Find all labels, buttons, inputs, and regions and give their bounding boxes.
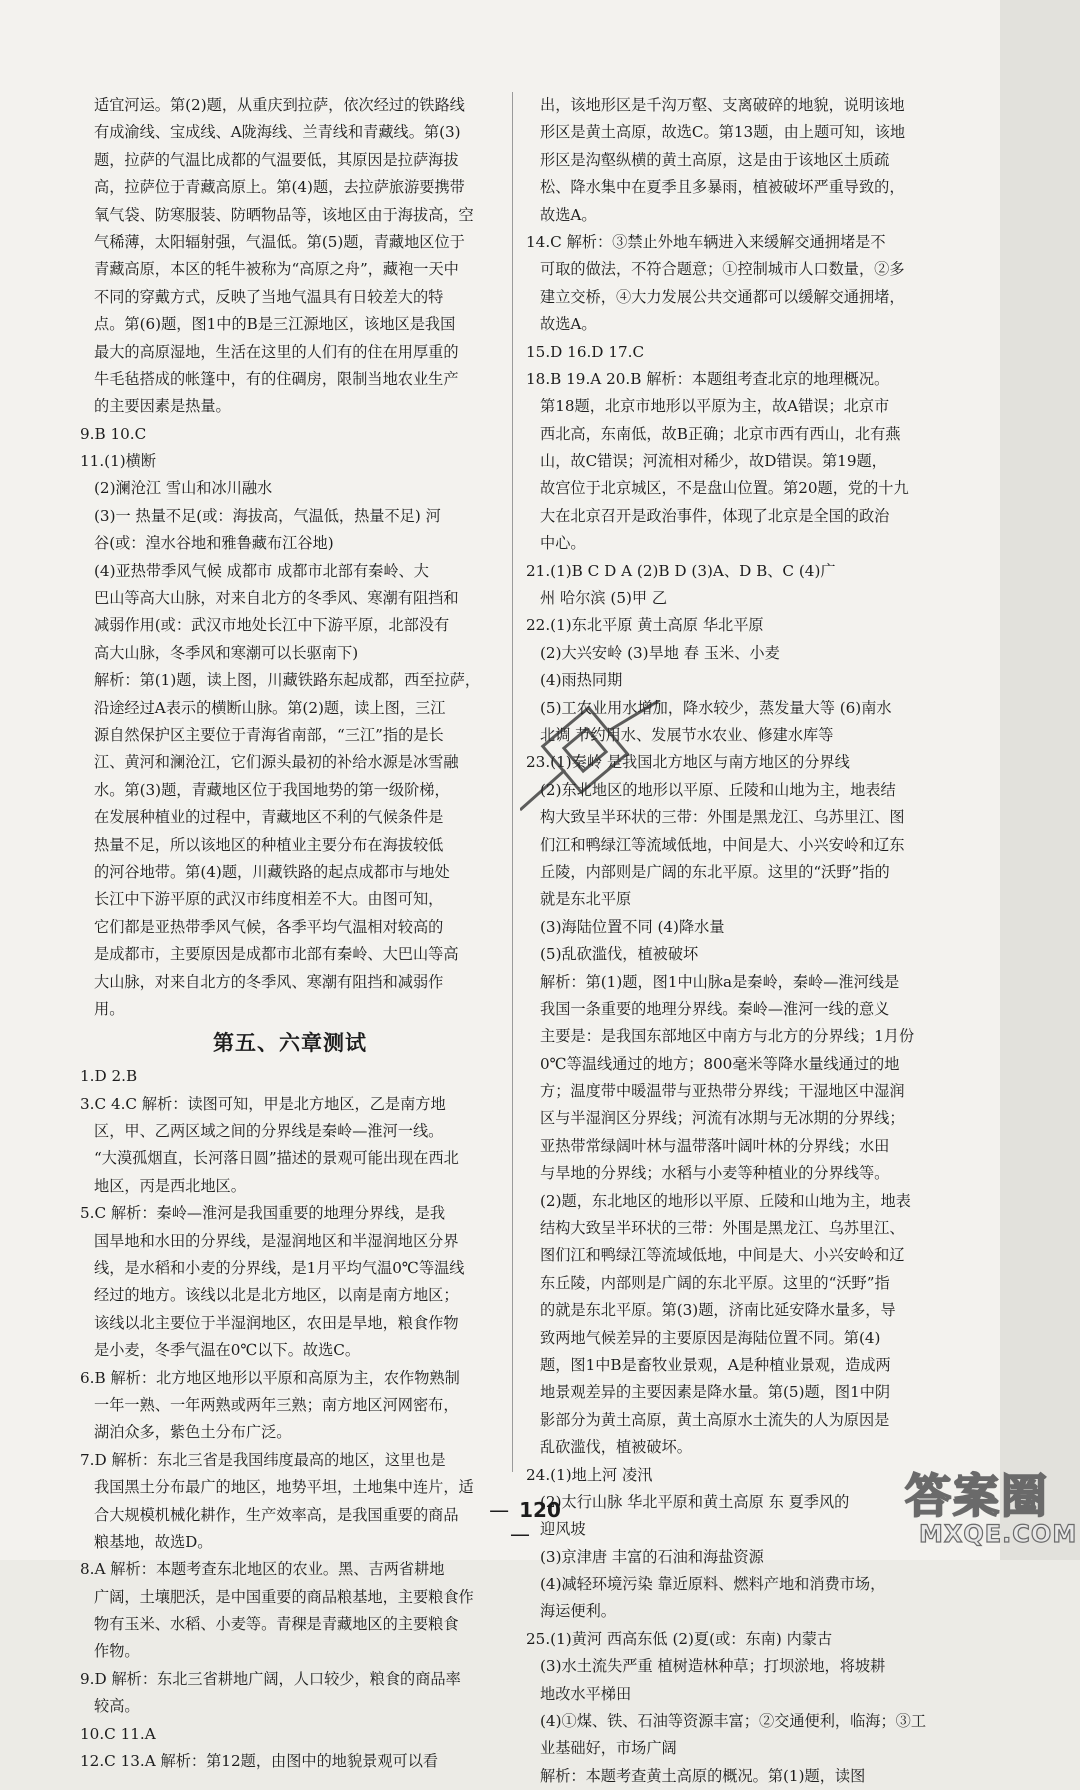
text-line: (2)东北地区的地形以平原、丘陵和山地为主，地表结	[540, 780, 896, 799]
text-line: 24.(1)地上河 凌汛	[526, 1465, 653, 1484]
text-line: 12.C 13.A 解析：第12题，由图中的地貌景观可以看	[80, 1752, 439, 1771]
text-line: 构大致呈半环状的三带：外围是黑龙江、乌苏里江、图	[540, 808, 905, 827]
text-line: (2)大兴安岭 (3)旱地 春 玉米、小麦	[540, 643, 780, 662]
text-line: 有成渝线、宝成线、A陇海线、兰青线和青藏线。第(3)	[94, 123, 461, 142]
text-line: 9.D 解析：东北三省耕地广阔，人口较少，粮食的商品率	[80, 1669, 461, 1688]
text-line: 线，是水稻和小麦的分界线，是1月平均气温0℃等温线	[94, 1259, 465, 1278]
text-line: 物有玉米、水稻、小麦等。青稞是青藏地区的主要粮食	[94, 1615, 459, 1634]
text-line: 建立交桥，④大力发展公共交通都可以缓解交通拥堵，	[540, 287, 905, 306]
text-line: 氧气袋、防寒服装、防晒物品等，该地区由于海拔高，空	[94, 205, 474, 224]
text-line: 海运便利。	[540, 1602, 616, 1621]
text-line: 源自然保护区主要位于青海省南部，“三江”指的是长	[94, 725, 444, 744]
text-line: 州 哈尔滨 (5)甲 乙	[540, 589, 668, 608]
text-line: 经过的地方。该线以北是北方地区，以南是南方地区；	[94, 1286, 459, 1305]
text-line: (5)乱砍滥伐，植被破坏	[540, 945, 699, 964]
text-line: 较高。	[94, 1697, 140, 1716]
text-line: 高大山脉，冬季风和寒潮可以长驱南下)	[94, 643, 359, 662]
text-line: 用。	[94, 999, 125, 1018]
text-line: 1.D 2.B	[80, 1067, 138, 1086]
text-line: 国旱地和水田的分界线，是湿润地区和半湿润地区分界	[94, 1231, 459, 1250]
text-line: 第18题，北京市地形以平原为主，故A错误；北京市	[540, 397, 890, 416]
text-line: 乱砍滥伐，植被破坏。	[540, 1438, 692, 1457]
text-line: 解析：第(1)题，图1中山脉a是秦岭，秦岭—淮河线是	[540, 972, 900, 991]
text-line: 出，该地形区是千沟万壑、支离破碎的地貌，说明该地	[540, 96, 905, 114]
text-line: 23.(1)秦岭 是我国北方地区与南方地区的分界线	[526, 753, 850, 772]
text-line: 解析：本题考查黄土高原的概况。第(1)题，读图	[540, 1766, 866, 1785]
text-line: 作物。	[94, 1642, 140, 1661]
page-number-value: 120	[519, 1498, 561, 1522]
text-line: 中心。	[540, 534, 586, 553]
text-line: 沿途经过A表示的横断山脉。第(2)题，读上图，三江	[94, 698, 446, 717]
text-line: 形区是黄土高原，故选C。第13题，由上题可知，该地	[540, 123, 906, 142]
text-line: 是成都市，主要原因是成都市北部有秦岭、大巴山等高	[94, 945, 459, 964]
text-line: (3)一 热量不足(或：海拔高，气温低，热量不足) 河	[94, 506, 441, 525]
watermark-url: MXQE.COM	[919, 1520, 1078, 1548]
column-divider	[512, 92, 513, 1472]
text-line: 解析：第(1)题，读上图，川藏铁路东起成都，西至拉萨，	[94, 671, 481, 690]
text-line: (3)海陆位置不同 (4)降水量	[540, 917, 725, 936]
text-line: 8.A 解析：本题考查东北地区的农业。黑、吉两省耕地	[80, 1560, 445, 1579]
page-number: — 120—	[489, 1498, 561, 1546]
text-line: 在发展种植业的过程中，青藏地区不利的气候条件是	[94, 808, 444, 827]
text-line: 10.C 11.A	[80, 1724, 156, 1743]
text-line: 主要是：是我国东部地区中南方与北方的分界线；1月份	[540, 1027, 915, 1046]
text-line: 松、降水集中在夏季且多暴雨，植被破坏严重导致的，	[540, 178, 905, 197]
text-line: 合大规模机械化耕作，生产效率高，是我国重要的商品	[94, 1505, 459, 1524]
text-line: 题，图1中B是畜牧业景观，A是种植业景观，造成两	[540, 1355, 891, 1374]
text-line: 就是东北平原	[540, 890, 632, 909]
text-line: 点。第(6)题，图1中的B是三江源地区，该地区是我国	[94, 315, 456, 334]
text-line: 北调 节约用水、发展节水农业、修建水库等	[540, 725, 834, 744]
text-line: 适宜河运。第(2)题，从重庆到拉萨，依次经过的铁路线	[94, 96, 465, 114]
text-line: (2)太行山脉 华北平原和黄土高原 东 夏季风的	[540, 1492, 850, 1511]
text-line: 15.D 16.D 17.C	[526, 342, 645, 361]
text-line: 6.B 解析：北方地区地形以平原和高原为主，农作物熟制	[80, 1368, 460, 1387]
text-line: 影部分为黄土高原，黄土高原水土流失的人为原因是	[540, 1410, 890, 1429]
text-line: 区与半湿润区分界线；河流有冰期与无冰期的分界线；	[540, 1109, 905, 1128]
text-line: 广阔，土壤肥沃，是中国重要的商品粮基地，主要粮食作	[94, 1587, 474, 1606]
section-title: 第五、六章测试	[213, 1031, 367, 1056]
text-line: 11.(1)横断	[80, 452, 157, 471]
text-line: 热量不足，所以该地区的种植业主要分布在海拔较低	[94, 835, 444, 854]
text-line: 可取的做法，不符合题意；①控制城市人口数量，②多	[540, 260, 905, 279]
text-line: 西北高，东南低，故B正确；北京市西有西山，北有燕	[540, 424, 901, 443]
text-line: 22.(1)东北平原 黄土高原 华北平原	[526, 616, 764, 635]
text-line: 25.(1)黄河 西高东低 (2)夏(或：东南) 内蒙古	[526, 1629, 833, 1648]
text-line: (5)工农业用水增加，降水较少，蒸发量大等 (6)南水	[540, 698, 892, 717]
text-line: (2)澜沧江 雪山和冰川融水	[94, 479, 273, 498]
text-line: 水。第(3)题，青藏地区位于我国地势的第一级阶梯，	[94, 780, 450, 799]
text-line: 与旱地的分界线；水稻与小麦等种植业的分界线等。	[540, 1164, 890, 1183]
text-line: 21.(1)B C D A (2)B D (3)A、D B、C (4)广	[526, 561, 836, 580]
text-line: 亚热带常绿阔叶林与温带落叶阔叶林的分界线；水田	[540, 1136, 890, 1155]
right-column	[526, 92, 966, 1790]
text-line: 18.B 19.A 20.B 解析：本题组考查北京的地理概况。	[526, 369, 890, 388]
text-line: “大漠孤烟直，长河落日圆”描述的景观可能出现在西北	[94, 1149, 459, 1168]
text-line: (3)京津唐 丰富的石油和海盐资源	[540, 1547, 764, 1566]
text-line: 迎风坡	[540, 1520, 586, 1539]
text-line: 的主要因素是热量。	[94, 397, 231, 416]
text-line: 谷(或：湟水谷地和雅鲁藏布江谷地)	[94, 534, 334, 553]
text-line: 3.C 4.C 解析：读图可知，甲是北方地区，乙是南方地	[80, 1094, 446, 1113]
text-line: 我国黑土分布最广的地区，地势平坦，土地集中连片，适	[94, 1478, 474, 1497]
text-line: 7.D 解析：东北三省是我国纬度最高的地区，这里也是	[80, 1450, 446, 1469]
text-line: 青藏高原，本区的牦牛被称为“高原之舟”，藏袍一天中	[94, 260, 459, 279]
text-line: 地区，丙是西北地区。	[94, 1176, 246, 1195]
text-line: 湖泊众多，紫色土分布广泛。	[94, 1423, 292, 1442]
text-line: (4)亚热带季风气候 成都市 成都市北部有秦岭、大	[94, 561, 429, 580]
text-line: 的就是东北平原。第(3)题，济南比延安降水量多，导	[540, 1301, 896, 1320]
text-line: 地景观差异的主要因素是降水量。第(5)题，图1中阴	[540, 1383, 891, 1402]
text-line: 地改水平梯田	[540, 1684, 632, 1703]
text-line: 业基础好，市场广阔	[540, 1739, 677, 1758]
text-line: (4)减轻环境污染 靠近原料、燃料产地和消费市场，	[540, 1575, 886, 1594]
text-line: 9.B 10.C	[80, 424, 147, 443]
text-line: 粮基地，故选D。	[94, 1532, 213, 1551]
text-line: (2)题，东北地区的地形以平原、丘陵和山地为主，地表	[540, 1191, 911, 1210]
text-line: 山，故C错误；河流相对稀少，故D错误。第19题，	[540, 452, 887, 471]
text-line: 是小麦，冬季气温在0℃以下。故选C。	[94, 1341, 361, 1360]
text-line: 5.C 解析：秦岭—淮河是我国重要的地理分界线，是我	[80, 1204, 446, 1223]
text-line: 不同的穿戴方式，反映了当地气温具有日较差大的特	[94, 287, 444, 306]
text-line: 0℃等温线通过的地方；800毫米等降水量线通过的地	[540, 1054, 900, 1073]
watermark-text: 答案圈	[905, 1469, 1049, 1523]
text-line: 最大的高原湿地，生活在这里的人们有的住在用厚重的	[94, 342, 459, 361]
text-line: 长江中下游平原的武汉市纬度相差不大。由图可知，	[94, 890, 444, 909]
text-line: (4)①煤、铁、石油等资源丰富；②交通便利，临海；③工	[540, 1712, 927, 1731]
text-line: 图们江和鸭绿江等流域低地，中间是大、小兴安岭和辽	[540, 1246, 905, 1265]
stamp-mark-icon	[520, 700, 670, 820]
text-line: (4)雨热同期	[540, 671, 623, 690]
text-line: 它们都是亚热带季风气候，各季平均气温相对较高的	[94, 917, 444, 936]
text-line: 形区是沟壑纵横的黄土高原，这是由于该地区土质疏	[540, 150, 890, 169]
text-line: 大在北京召开是政治事件，体现了北京是全国的政治	[540, 506, 890, 525]
text-line: 东丘陵，内部则是广阔的东北平原。这里的“沃野”指	[540, 1273, 890, 1292]
text-line: 区，甲、乙两区域之间的分界线是秦岭—淮河一线。	[94, 1122, 444, 1141]
text-line: 故选A。	[540, 315, 597, 334]
text-line: 牛毛毡搭成的帐篷中，有的住碉房，限制当地农业生产	[94, 369, 459, 388]
text-line: 大山脉，对来自北方的冬季风、寒潮有阻挡和减弱作	[94, 972, 444, 991]
text-line: 14.C 解析：③禁止外地车辆进入来缓解交通拥堵是不	[526, 232, 886, 251]
text-line: 气稀薄，太阳辐射强，气温低。第(5)题，青藏地区位于	[94, 232, 465, 251]
text-line: (3)水土流失严重 植树造林种草；打坝淤地，将坡耕	[540, 1657, 886, 1676]
text-line: 高，拉萨位于青藏高原上。第(4)题，去拉萨旅游要携带	[94, 178, 465, 197]
text-line: 我国一条重要的地理分界线。秦岭—淮河一线的意义	[540, 999, 890, 1018]
text-line: 们江和鸭绿江等流域低地，中间是大、小兴安岭和辽东	[540, 835, 905, 854]
text-line: 丘陵，内部则是广阔的东北平原。这里的“沃野”指的	[540, 862, 890, 881]
text-line: 结构大致呈半环状的三带：外围是黑龙江、乌苏里江、	[540, 1219, 905, 1238]
text-line: 的河谷地带。第(4)题，川藏铁路的起点成都市与地处	[94, 862, 450, 881]
text-line: 方；温度带中暖温带与亚热带分界线；干湿地区中湿润	[540, 1082, 905, 1101]
watermark-logo	[905, 1460, 1078, 1555]
left-column	[80, 92, 500, 1775]
page-right-margin	[1000, 0, 1080, 1560]
text-line: 减弱作用(或：武汉市地处长江中下游平原，北部没有	[94, 616, 450, 635]
text-line: 江、黄河和澜沧江，它们源头最初的补给水源是冰雪融	[94, 753, 459, 772]
text-line: 致两地气候差异的主要原因是海陆位置不同。第(4)	[540, 1328, 881, 1347]
text-line: 巴山等高大山脉，对来自北方的冬季风、寒潮有阻挡和	[94, 589, 459, 608]
text-line: 一年一熟、一年两熟或两年三熟；南方地区河网密布，	[94, 1395, 459, 1414]
text-line: 故宫位于北京城区，不是盘山位置。第20题，党的十九	[540, 479, 909, 498]
text-line: 题，拉萨的气温比成都的气温要低，其原因是拉萨海拔	[94, 150, 459, 169]
text-line: 故选A。	[540, 205, 597, 224]
text-line: 该线以北主要位于半湿润地区，农田是旱地，粮食作物	[94, 1313, 459, 1332]
